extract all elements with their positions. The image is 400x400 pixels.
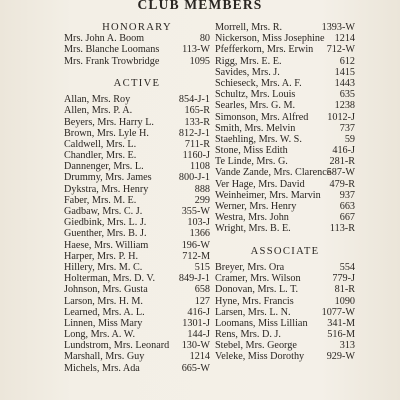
- member-phone: 416-J: [187, 306, 210, 318]
- member-phone: 80: [199, 33, 210, 45]
- member-phone: 127: [194, 295, 210, 307]
- member-row: [64, 251, 210, 262]
- member-phone: 737: [339, 122, 355, 134]
- member-row: [64, 139, 210, 150]
- member-name: Haese, Mrs. William: [64, 239, 149, 251]
- member-name: Wright, Mrs. B. E.: [215, 223, 291, 235]
- member-phone: 888: [194, 183, 210, 195]
- member-row: [215, 33, 355, 44]
- member-row: [215, 167, 355, 178]
- member-phone: 1366: [189, 228, 210, 240]
- member-phone: 1108: [190, 161, 210, 173]
- member-name: Vande Zande, Mrs. Clarence: [215, 167, 332, 179]
- member-name: Westra, Mrs. John: [215, 212, 289, 224]
- member-phone: 1095: [189, 55, 210, 67]
- member-phone: 59: [344, 133, 355, 145]
- member-name: Larsen, Mrs. L. N.: [215, 306, 291, 318]
- member-name: Staehling, Mrs. W. S.: [215, 133, 302, 145]
- member-phone: 416-J: [332, 145, 355, 157]
- member-name: Smith, Mrs. Melvin: [215, 122, 296, 134]
- member-phone: 341-M: [327, 317, 355, 329]
- active-list-right: [215, 22, 355, 235]
- member-row: [64, 307, 210, 318]
- member-row: [64, 206, 210, 217]
- member-name: Holterman, Mrs. D. V.: [64, 273, 156, 285]
- member-phone: 812-J-1: [178, 127, 210, 139]
- member-name: Mrs. Blanche Loomans: [64, 44, 160, 56]
- member-phone: 779-J: [332, 273, 355, 285]
- member-phone: 1238: [334, 100, 355, 112]
- member-row: [64, 318, 210, 329]
- member-name: Chandler, Mrs. E.: [64, 150, 137, 162]
- member-row: [215, 100, 355, 111]
- member-row: [64, 329, 210, 340]
- member-row: [64, 296, 210, 307]
- member-phone: 479-R: [329, 178, 355, 190]
- member-phone: 635: [339, 89, 355, 101]
- member-name: Linnen, Miss Mary: [64, 317, 143, 329]
- member-row: [64, 351, 210, 362]
- member-row: [64, 340, 210, 351]
- member-row: [215, 112, 355, 123]
- member-row: [215, 307, 355, 318]
- member-name: Mrs. Frank Trowbridge: [64, 55, 160, 67]
- member-phone: 1214: [189, 351, 210, 363]
- member-name: Johnson, Mrs. Gusta: [64, 284, 148, 296]
- member-name: Drummy, Mrs. James: [64, 172, 152, 184]
- member-name: Weinheimer, Mrs. Marvin: [215, 189, 321, 201]
- member-phone: 130-W: [181, 340, 210, 352]
- member-phone: 299: [194, 194, 210, 206]
- page-title: CLUB MEMBERS: [137, 0, 263, 12]
- member-name: Beyers, Mrs. Harry L.: [64, 116, 154, 128]
- member-row: [215, 223, 355, 234]
- member-name: Rens, Mrs. D. J.: [215, 329, 281, 341]
- member-row: [64, 33, 210, 44]
- member-phone: 133-R: [184, 116, 210, 128]
- member-name: Lundstrom, Mrs. Leonard: [64, 340, 170, 352]
- associate-heading: ASSOCIATE: [250, 245, 320, 257]
- member-name: Long, Mrs. A. W.: [64, 329, 136, 341]
- left-column: [64, 22, 210, 374]
- member-row: [215, 89, 355, 100]
- member-row: [64, 195, 210, 206]
- honorary-heading: HONORARY: [102, 22, 172, 33]
- member-row: [64, 105, 210, 116]
- member-phone: 113-R: [329, 223, 355, 235]
- member-phone: 612: [339, 55, 355, 67]
- member-name: Savides, Mrs. J.: [215, 66, 280, 78]
- member-name: Michels, Mrs. Ada: [64, 362, 140, 374]
- member-phone: 1012-J: [327, 111, 355, 123]
- member-row: [215, 44, 355, 55]
- member-phone: 711-R: [184, 138, 210, 150]
- member-name: Harper, Mrs. P. H.: [64, 250, 139, 262]
- member-name: Mrs. John A. Boom: [64, 33, 145, 45]
- member-phone: 1301-J: [182, 317, 210, 329]
- member-row: [64, 240, 210, 251]
- member-name: Hyne, Mrs. Francis: [215, 295, 294, 307]
- member-name: Searles, Mrs. G. M.: [215, 100, 296, 112]
- member-name: Pfefferkorn, Mrs. Erwin: [215, 44, 314, 56]
- member-row: [64, 217, 210, 228]
- member-name: Allen, Mrs. P. A.: [64, 105, 133, 117]
- member-phone: 313: [339, 340, 355, 352]
- member-name: Ver Hage, Mrs. David: [215, 178, 305, 190]
- member-phone: 663: [339, 201, 355, 212]
- member-row: [215, 67, 355, 78]
- member-row: [215, 351, 355, 362]
- member-row: [215, 179, 355, 190]
- member-row: [215, 318, 355, 329]
- member-phone: 800-J-1: [178, 172, 210, 184]
- member-row: [64, 172, 210, 183]
- member-phone: 1160-J: [182, 150, 210, 162]
- member-name: Morrell, Mrs. R.: [215, 22, 283, 33]
- member-phone: 1090: [334, 295, 355, 307]
- member-row: [215, 284, 355, 295]
- member-phone: 929-W: [326, 351, 355, 363]
- associate-list: [215, 262, 355, 363]
- member-name: Caldwell, Mrs. L.: [64, 138, 137, 150]
- member-phone: 587-W: [326, 167, 355, 179]
- member-name: Rigg, Mrs. E. E.: [215, 55, 282, 67]
- member-phone: 516-M: [327, 329, 355, 341]
- member-phone: 1214: [334, 33, 355, 45]
- member-name: Stebel, Mrs. George: [215, 340, 297, 352]
- member-name: Cramer, Mrs. Wilson: [215, 273, 301, 285]
- member-row: [64, 228, 210, 239]
- member-name: Schieseck, Mrs. A. F.: [215, 77, 302, 89]
- member-name: Te Linde, Mrs. G.: [215, 156, 288, 168]
- member-phone: 113-W: [182, 44, 210, 56]
- member-name: Allan, Mrs. Roy: [64, 94, 131, 106]
- member-row: [215, 296, 355, 307]
- member-phone: 1077-W: [321, 306, 355, 318]
- member-row: [64, 262, 210, 273]
- member-name: Dannenger, Mrs. L.: [64, 161, 144, 173]
- member-phone: 658: [194, 284, 210, 296]
- member-phone: 1393-W: [321, 22, 355, 33]
- member-name: Brown, Mrs. Lyle H.: [64, 127, 149, 139]
- member-phone: 712-M: [182, 250, 210, 262]
- member-name: Breyer, Mrs. Ora: [215, 261, 285, 273]
- member-phone: 849-J-1: [178, 273, 210, 285]
- active-list-left: [64, 94, 210, 374]
- member-phone: 667: [339, 212, 355, 224]
- member-name: Loomans, Miss Lillian: [215, 317, 308, 329]
- member-phone: 515: [194, 261, 210, 273]
- member-row: [215, 212, 355, 223]
- member-name: Learned, Mrs. A. L.: [64, 306, 145, 318]
- member-row: [64, 117, 210, 128]
- member-row: [64, 94, 210, 105]
- member-phone: 854-J-1: [178, 94, 210, 106]
- member-row: [64, 284, 210, 295]
- member-row: [215, 78, 355, 89]
- member-phone: 281-R: [329, 156, 355, 168]
- member-phone: 355-W: [181, 206, 210, 217]
- member-row: [215, 156, 355, 167]
- member-row: [64, 184, 210, 195]
- member-name: Hillery, Mrs. M. C.: [64, 261, 143, 273]
- member-name: Giedbink, Mrs. L. J.: [64, 217, 147, 229]
- member-phone: 144-J: [187, 329, 210, 341]
- member-name: Werner, Mrs. Henry: [215, 201, 297, 212]
- member-phone: 554: [339, 261, 355, 273]
- member-phone: 937: [339, 189, 355, 201]
- honorary-list: [64, 33, 210, 67]
- member-phone: 665-W: [181, 362, 210, 374]
- member-phone: 165-R: [184, 105, 210, 117]
- member-row: [64, 273, 210, 284]
- active-heading: ACTIVE: [113, 77, 161, 89]
- member-row: [64, 363, 210, 374]
- member-row: [64, 161, 210, 172]
- member-phone: 1415: [334, 66, 355, 78]
- member-name: Donovan, Mrs. L. T.: [215, 284, 299, 296]
- member-name: Gadbaw, Mrs. C. J.: [64, 206, 143, 217]
- member-row: [64, 150, 210, 161]
- member-phone: 1443: [334, 77, 355, 89]
- member-name: Simonson, Mrs. Alfred: [215, 111, 309, 123]
- member-name: Larson, Mrs. H. M.: [64, 295, 143, 307]
- member-name: Faber, Mrs. M. E.: [64, 194, 137, 206]
- member-name: Veleke, Miss Dorothy: [215, 351, 305, 363]
- member-row: [215, 123, 355, 134]
- member-phone: 196-W: [181, 239, 210, 251]
- member-name: Schultz, Mrs. Louis: [215, 89, 296, 101]
- member-name: Marshall, Mrs. Guy: [64, 351, 145, 363]
- member-row: [215, 22, 355, 33]
- member-name: Dykstra, Mrs. Henry: [64, 183, 149, 195]
- member-row: [215, 134, 355, 145]
- member-row: [215, 56, 355, 67]
- member-row: [215, 201, 355, 212]
- member-row: [215, 340, 355, 351]
- member-row: [64, 128, 210, 139]
- right-column: [215, 22, 355, 363]
- member-row: [215, 273, 355, 284]
- member-phone: 103-J: [187, 217, 210, 229]
- member-name: Guenther, Mrs. B. J.: [64, 228, 147, 240]
- member-row: [215, 262, 355, 273]
- member-row: [215, 329, 355, 340]
- member-name: Nickerson, Miss Josephine: [215, 33, 325, 45]
- member-row: [215, 145, 355, 156]
- member-phone: 712-W: [326, 44, 355, 56]
- member-row: [64, 56, 210, 67]
- member-name: Stone, Miss Edith: [215, 145, 288, 157]
- member-phone: 81-R: [334, 284, 355, 296]
- member-row: [64, 44, 210, 55]
- member-row: [215, 190, 355, 201]
